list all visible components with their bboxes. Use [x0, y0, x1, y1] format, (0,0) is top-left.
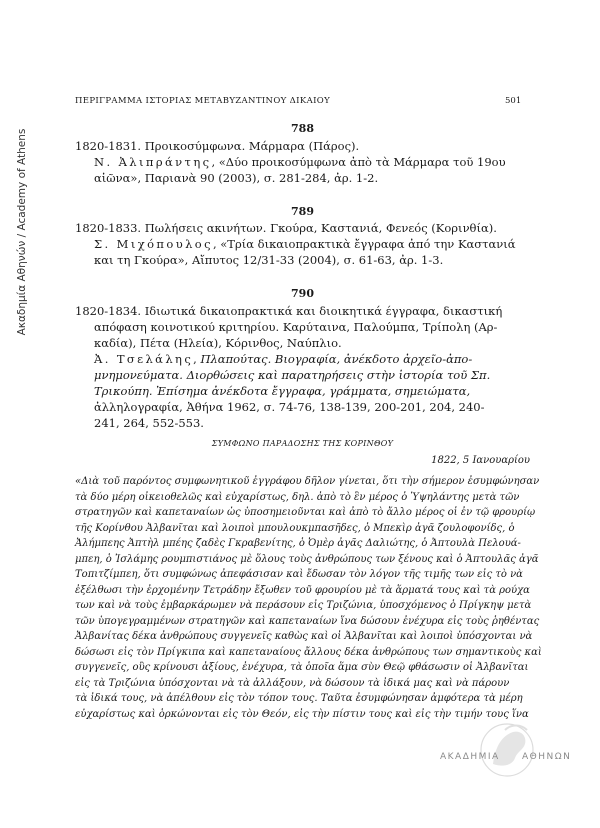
document-line: Τοπιτζίμπεη, ὅτι συμφώνως ἀπεφάσισαν καὶ ἔδωσαν τὸν λόγον τῆς τιμῆς των εἰς τὸ νὰ: [75, 569, 523, 580]
page-number: 501: [505, 96, 522, 106]
entry-reference-cont: Τρικούπη. Ἐπίσημα ἀνέκδοτα ἔγγραφα, γράμματα, σημειώματα,: [94, 384, 471, 398]
academy-logo-watermark: [445, 720, 575, 780]
watermark-left-text: ΑΚΑΔΗΜΙΑ: [440, 752, 500, 762]
entry-summary: 1820-1833. Πωλήσεις ακινήτων. Γκούρα, Καστανιά, Φενεός (Κορινθία).: [75, 221, 497, 235]
entry-summary-cont: απόφαση κοινοτικού κριτηρίου. Καρύταινα, Παλούμπα, Τρίπολη (Αρ-: [94, 320, 498, 334]
entry-summary-cont: καδία), Πέτα (Ηλεία), Κόρινθος, Ναύπλιο.: [94, 336, 342, 350]
ref-text: Πλαπούτας. Βιογραφία, ἀνέκδοτο ἀρχεῖο-ἀπο-: [200, 352, 473, 366]
ref-author: Ν. Ἀλιπράντης: [94, 155, 212, 169]
document-line: Ἀλήμπεης Ἀπτὴλ μπέης ζαδὲς Γκραβενίτης, ὁ Ὀμὲρ ἀγᾶς Δαλιώτης, ὁ Ἀπτουλὰ Πελουά-: [75, 538, 521, 549]
entry-reference: Σ. Μιχόπουλος, «Τρία δικαιοπρακτικὰ ἔγγραφα ἀπό την Καστανιά: [94, 237, 516, 251]
ref-author: Ἀ. Τσελάλης: [94, 352, 194, 366]
document-line: συγγενεῖς, οὓς κρίνουσι ἀξίους, ἐνέχυρα, τὰ ὁποῖα ἅμα σὺν Θεῷ φθάσωσιν οἱ Ἀλβανῖται: [75, 662, 529, 673]
entry-reference: Ν. Ἀλιπράντης, «Δύο προικοσύμφωνα ἀπὸ τὰ Μάρμαρα τοῦ 19ου: [94, 155, 506, 169]
document-line: δώσωσι εἰς τὸν Πρίγκιπα καὶ καπεταναίους ἄλλους δέκα ἀνθρώπους των σημαντικοὺς καὶ: [75, 646, 542, 658]
side-watermark-text: Ακαδημία Αθηνών / Academy of Athens: [16, 128, 28, 336]
entry-reference-cont: μνημονεύματα. Διορθώσεις καὶ παρατηρήσεις στὴν ἱστορία τοῦ Σπ.: [94, 368, 491, 382]
entry-number: 789: [291, 205, 314, 218]
document-line: ἐξέλθωσι τὴν ἐρχομένην Τετράδην ἔξωθεν τοῦ φρουρίου μὲ τὰ ἅρματά τους καὶ τὰ ρούχα: [75, 584, 530, 596]
document-title: ΣΥΜΦΩΝΟ ΠΑΡΑΔΟΣΗΣ ΤΗΣ ΚΟΡΙΝΘΟΥ: [211, 439, 394, 448]
document-line: εὐχαρίστως καὶ ὁρκώνονται εἰς τὸν Θεόν, εἰς τὴν πίστιν τους καὶ εἰς τὴν τιμήν τους ἵνα: [75, 708, 529, 720]
entry-number: 790: [291, 287, 314, 300]
document-line: εἰς τὰ Τριζώνια ὑπόσχονται νὰ τὰ ἀλλάξουν, νὰ δώσουν τὰ ἰδικά μας καὶ νὰ πάρουν: [75, 677, 510, 689]
running-header-title: ΠΕΡΙΓΡΑΜΜΑ ΙΣΤΟΡΙΑΣ ΜΕΤΑΒΥΖΑΝΤΙΝΟΥ ΔΙΚΑΙΟΥ: [75, 96, 331, 106]
document-line: Ἀλβανίτας δέκα ἀνθρώπους συγγενεῖς καθὼς καὶ οἱ Ἀλβανῖται καὶ λοιποὶ ὑπόσχονται νὰ: [75, 631, 533, 642]
document-line: τὰ δύο μέρη οἰκειοθελῶς καὶ εὐχαρίστως, δηλ. ἀπὸ τὸ ἓν μέρος ὁ Ὑψηλάντης μετὰ τῶν: [75, 491, 520, 503]
document-line: στρατηγῶν καὶ καπεταναίων ὡς ὑποσημειοῦνται καὶ ἀπὸ τὸ ἄλλο μέρος οἱ ἐν τῷ φρουρίῳ: [75, 507, 536, 518]
entry-reference-cont: ἀλληλογραφία, Ἀθήνα 1962, σ. 74-76, 138-139, 200-201, 204, 240-: [94, 400, 485, 414]
athena-head-icon: [445, 720, 575, 780]
document-line: τῆς Κορίνθου Ἀλβανῖται καὶ λοιποὶ μπουλουκμπασῆδες, ὁ Μπεκὶρ ἀγᾶ ζουλοφονίδς, ὁ: [75, 522, 515, 534]
entry-summary: 1820-1834. Ιδιωτικά δικαιοπρακτικά και διοικητικά έγγραφα, δικαστική: [75, 304, 503, 318]
document-body: [75, 474, 542, 722]
ref-author: Σ. Μιχόπουλος: [94, 237, 213, 251]
document-line: των καὶ νὰ τοὺς ἐμβαρκάρωμεν νὰ περάσουν εἰς Τριζώνια, ὑποσχόμενος ὁ Πρίγκηψ μετὰ: [75, 600, 532, 611]
ref-text: «Δύο προικοσύμφωνα ἀπὸ τὰ Μάρμαρα τοῦ 19ου: [218, 155, 506, 169]
document-line: μπεη, ὁ Ἰσλάμης ρουμπιστιάνος μὲ ὅλους τοὺς ἀνθρώπους των ξένους καὶ ὁ Ἀπτουλᾶς ἀγᾶ: [75, 553, 539, 565]
document-line: τὰ ἰδικά τους, νὰ ἀπέλθουν εἰς τὸν τόπον τους. Ταῦτα ἐσυμφώνησαν ἀμφότερα τὰ μέρη: [75, 693, 523, 704]
document-date: 1822, 5 Ιανουαρίου: [431, 455, 530, 466]
document-line: τῶν ὑπογεγραμμένων στρατηγῶν καὶ καπεταναίων ἵνα δώσουν ἐνέχυρα εἰς τοὺς ῥηθέντας: [75, 615, 540, 627]
document-line: «Διὰ τοῦ παρόντος συμφωνητικοῦ ἐγγράφου δῆλον γίνεται, ὅτι τὴν σήμερον ἐσυμφώνησαν: [75, 476, 540, 487]
entry-reference-cont: αἰῶνα», Παριανὰ 90 (2003), σ. 281-284, ἀρ. 1-2.: [94, 171, 379, 185]
ref-text: «Τρία δικαιοπρακτικὰ ἔγγραφα ἀπό την Καστανιά: [220, 237, 516, 251]
entry-number: 788: [291, 122, 314, 135]
watermark-right-text: ΑΘΗΝΩΝ: [522, 752, 572, 762]
entry-reference-cont: και τη Γκούρα», Αἴπυτος 12/31-33 (2004), σ. 61-63, ἀρ. 1-3.: [94, 253, 444, 267]
entry-summary: 1820-1831. Προικοσύμφωνα. Μάρμαρα (Πάρος).: [75, 139, 360, 153]
entry-reference-cont: 241, 264, 552-553.: [94, 416, 204, 430]
entry-reference: Ἀ. Τσελάλης, Πλαπούτας. Βιογραφία, ἀνέκδοτο ἀρχεῖο-ἀπο-: [94, 352, 473, 366]
